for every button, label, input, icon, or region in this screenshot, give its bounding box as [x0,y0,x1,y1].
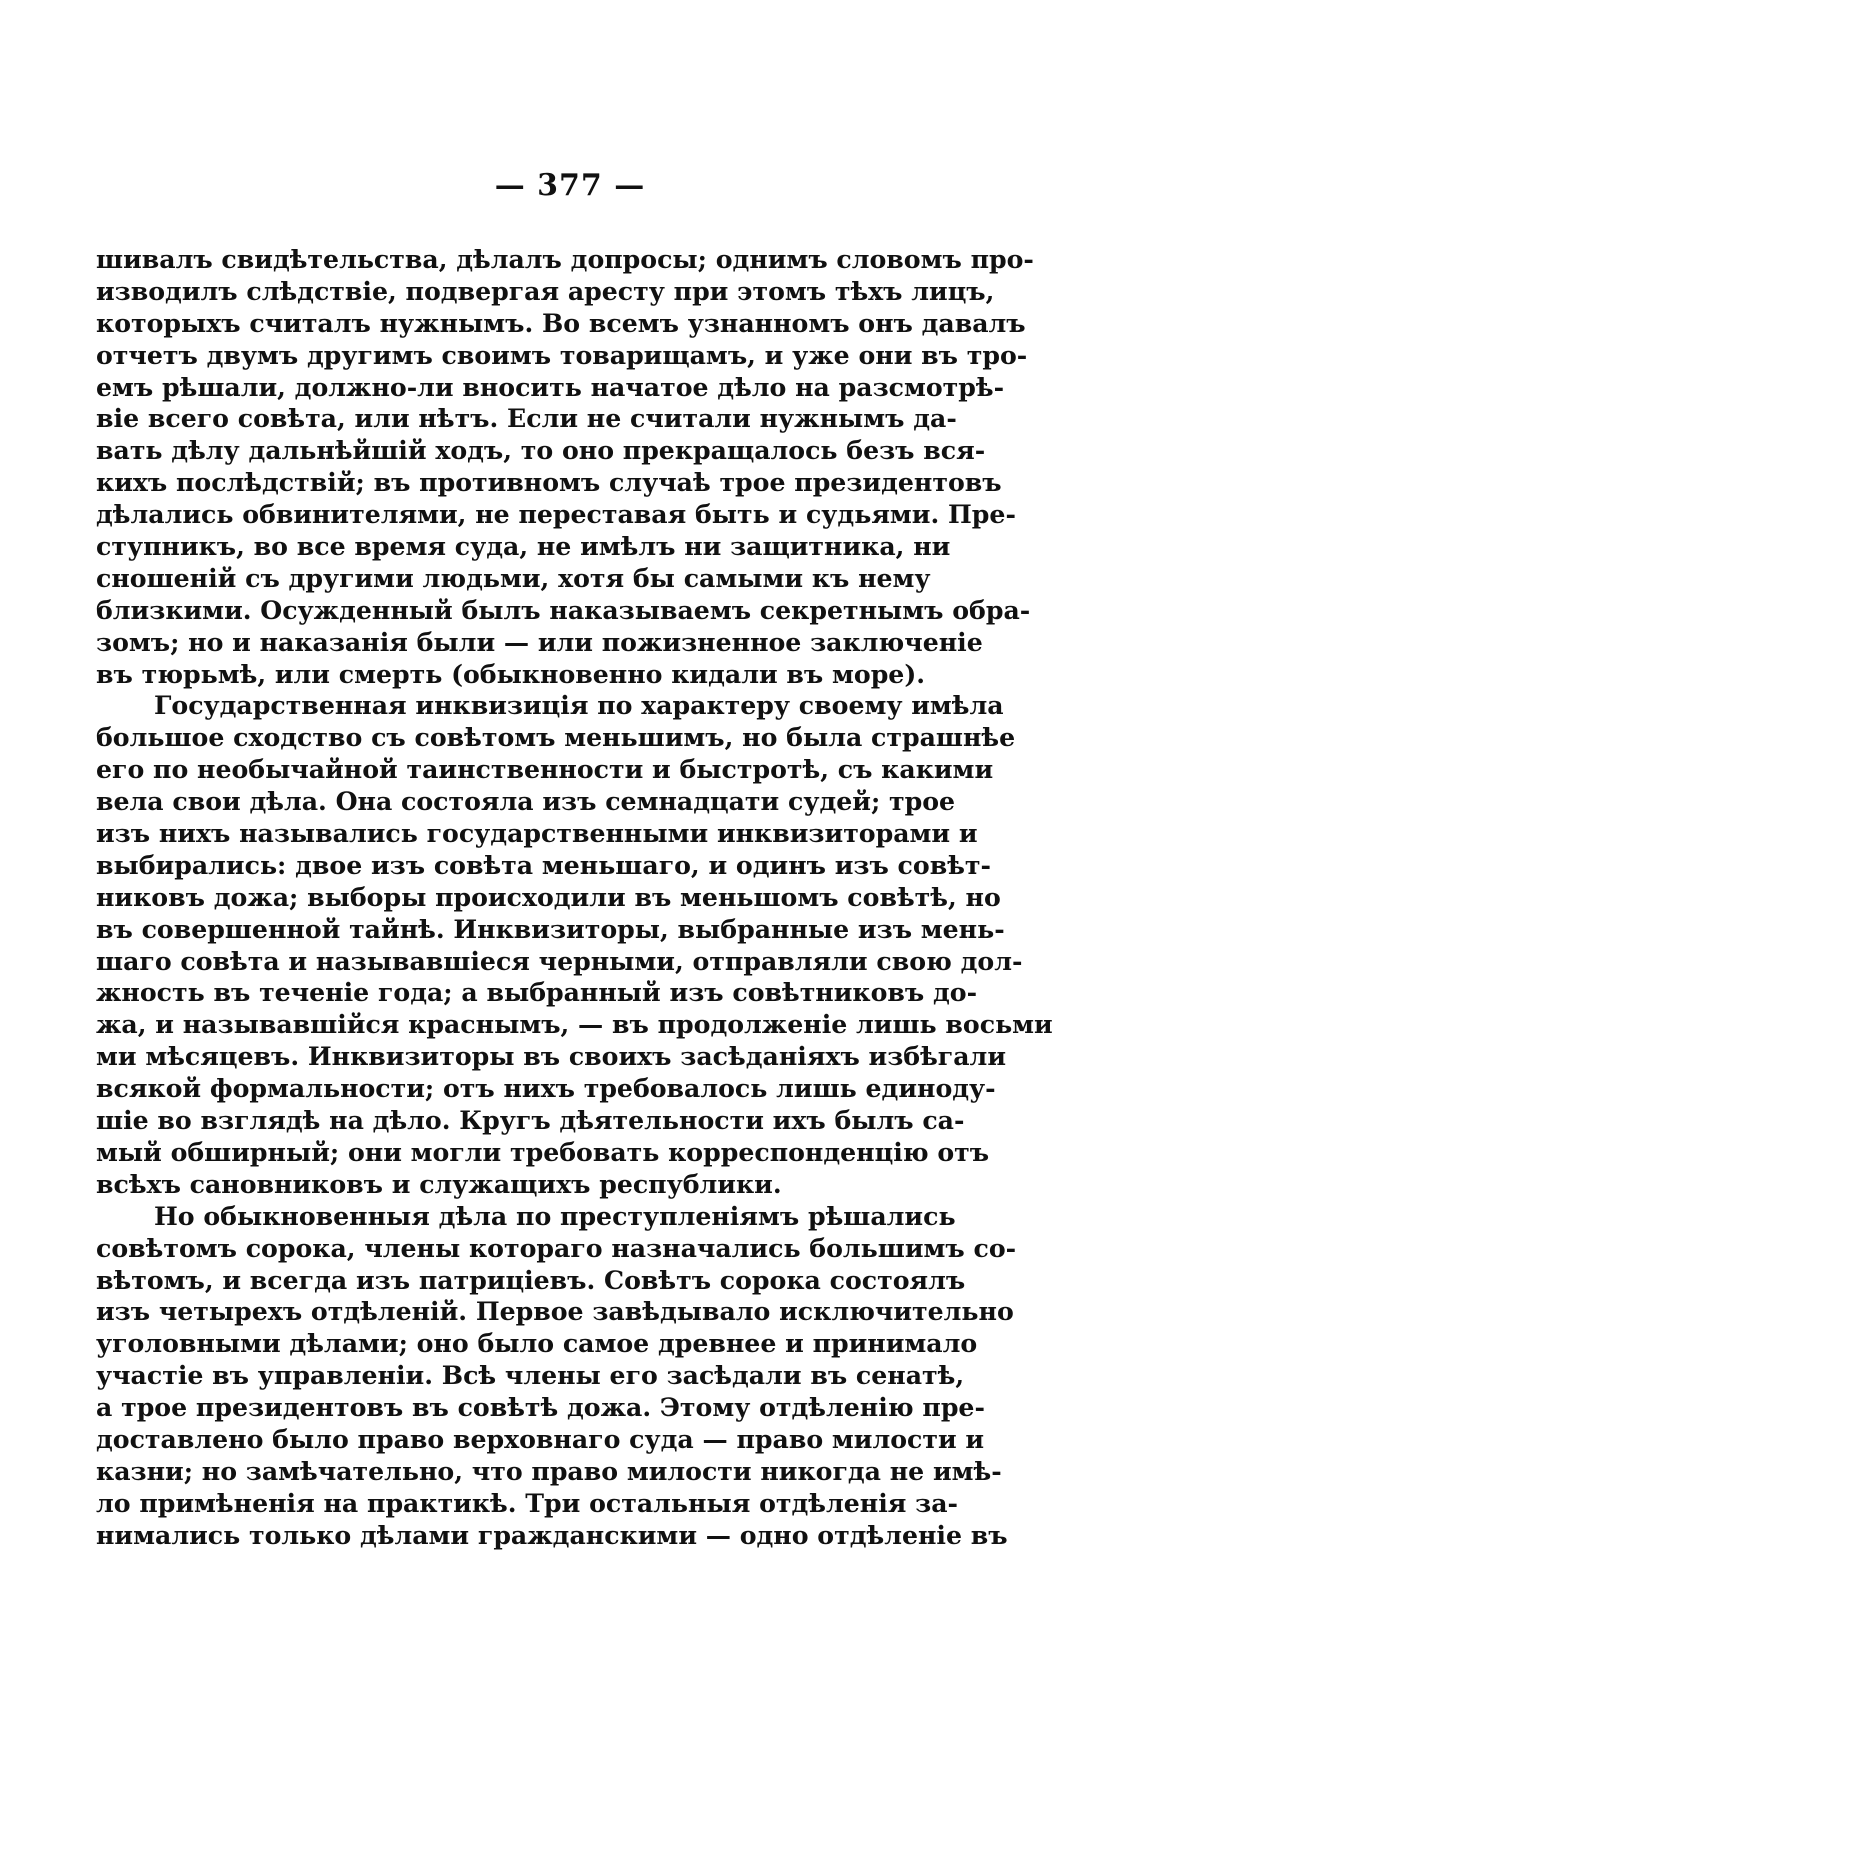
text-line: уголовными дѣлами; оно было самое древнее и принимало [96,1328,978,1359]
text-line: въ тюрьмѣ, или смерть (обыкновенно кидали въ море). [96,658,926,689]
text-line: кихъ послѣдствій; въ противномъ случаѣ трое президентовъ [96,467,1002,498]
text-line: мый обширный; они могли требовать корреспонденцію отъ [96,1136,990,1167]
text-line: Государственная инквизиція по характеру своему имѣла [154,690,1004,721]
text-line: жа, и называвшійся краснымъ, — въ продолженіе лишь восьми [96,1009,1053,1040]
text-line: никовъ дожа; выборы происходили въ меньшомъ совѣтѣ, но [96,881,1001,912]
text-line: емъ рѣшали, должно-ли вносить начатое дѣло на разсмотрѣ- [96,371,1005,402]
text-line: зомъ; но и наказанія были — или пожизненное заключеніе [96,626,983,657]
text-line: въ совершенной тайнѣ. Инквизиторы, выбранные изъ мень- [96,913,1005,944]
text-line: которыхъ считалъ нужнымъ. Во всемъ узнанномъ онъ давалъ [96,307,1026,338]
text-line: доставлено было право верховнаго суда — право милости и [96,1423,985,1454]
text-line: шіе во взглядѣ на дѣло. Кругъ дѣятельности ихъ былъ са- [96,1105,965,1136]
text-line: изъ четырехъ отдѣленій. Первое завѣдывало исключительно [96,1296,1014,1327]
text-line: шивалъ свидѣтельства, дѣлалъ допросы; однимъ словомъ про- [96,244,1034,274]
text-line: жность въ теченіе года; а выбранный изъ совѣтниковъ до- [96,977,978,1008]
text-line: вела свои дѣла. Она состояла изъ семнадцати судей; трое [96,786,956,817]
text-line: Но обыкновенныя дѣла по преступленіямъ рѣшались [154,1200,956,1231]
text-line: всякой формальности; отъ нихъ требовалось лишь единоду- [96,1073,996,1104]
body-text [96,244,1053,1552]
text-line: шаго совѣта и называвшіеся черными, отправляли свою дол- [96,945,1023,976]
text-line: віе всего совѣта, или нѣтъ. Если не считали нужнымъ да- [96,403,957,434]
text-line: вѣтомъ, и всегда изъ патриціевъ. Совѣтъ сорока состоялъ [96,1264,966,1295]
text-line: отчетъ двумъ другимъ своимъ товарищамъ, и уже они въ тро- [96,339,1028,370]
text-line: нимались только дѣлами гражданскими — одно отдѣленіе въ [96,1519,1008,1550]
text-line: ступникъ, во все время суда, не имѣлъ ни защитника, ни [96,531,951,562]
text-line: его по необычайной таинственности и быстротѣ, съ какими [96,754,994,785]
text-line: а трое президентовъ въ совѣтѣ дожа. Этому отдѣленію пре- [96,1392,985,1423]
text-line: дѣлались обвинителями, не переставая быть и судьями. Пре- [96,499,1016,530]
text-line: участіе въ управленіи. Всѣ члены его засѣдали въ сенатѣ, [96,1360,965,1391]
text-line: ло примѣненія на практикѣ. Три остальныя отдѣленія за- [96,1487,958,1518]
text-line: всѣхъ сановниковъ и служащихъ республики. [96,1168,782,1199]
text-line: совѣтомъ сорока, члены котораго назначались большимъ со- [96,1232,1017,1263]
text-line: ми мѣсяцевъ. Инквизиторы въ своихъ засѣданіяхъ избѣгали [96,1041,1006,1072]
text-line: изводилъ слѣдствіе, подвергая аресту при этомъ тѣхъ лицъ, [96,275,995,306]
text-line: близкими. Осужденный былъ наказываемъ секретнымъ обра- [96,594,1031,625]
text-line: выбирались: двое изъ совѣта меньшаго, и одинъ изъ совѣт- [96,849,991,880]
text-line: изъ нихъ назывались государственными инквизиторами и [96,818,978,849]
text-line: вать дѣлу дальнѣйшій ходъ, то оно прекращалось безъ вся- [96,435,986,466]
text-line: большое сходство съ совѣтомъ меньшимъ, но была страшнѣе [96,722,1016,753]
text-line: казни; но замѣчательно, что право милости никогда не имѣ- [96,1455,1002,1486]
page-number: — 377 — [494,168,646,203]
text-line: сношеній съ другими людьми, хотя бы самыми къ нему [96,562,931,593]
